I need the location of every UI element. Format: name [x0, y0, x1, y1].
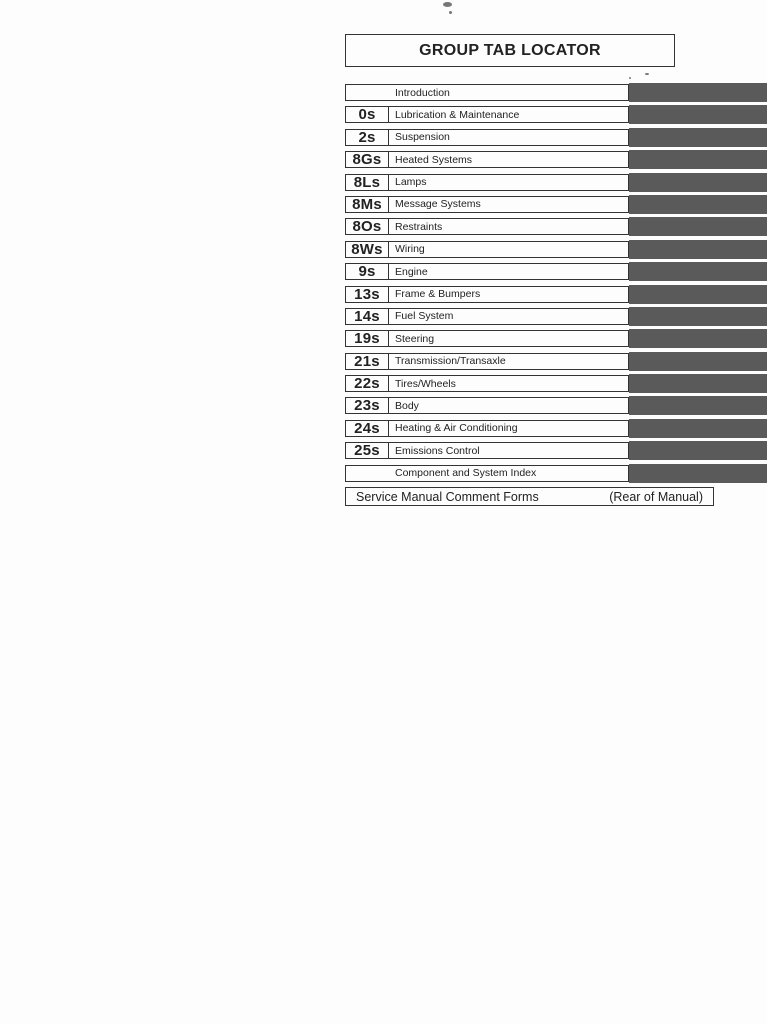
tab-label: Heating & Air Conditioning	[395, 422, 518, 435]
tab-label: Lubrication & Maintenance	[395, 108, 520, 121]
tab-row[interactable]	[345, 441, 767, 463]
tab-box[interactable]	[345, 442, 629, 459]
tab-box[interactable]	[345, 353, 629, 370]
tab-code: 8Ws	[346, 242, 389, 257]
tab-label: Restraints	[395, 220, 443, 233]
tab-edge-marker	[629, 419, 767, 438]
tab-label: Component and System Index	[395, 467, 537, 480]
tab-code: 13s	[346, 287, 389, 302]
tab-row[interactable]	[345, 240, 767, 262]
tab-edge-marker	[629, 396, 767, 415]
tab-code: 21s	[346, 354, 389, 369]
scan-speck	[629, 77, 631, 79]
comment-forms-label: Service Manual Comment Forms	[356, 489, 539, 504]
tab-row[interactable]	[345, 173, 767, 195]
tab-code: 0s	[346, 107, 389, 122]
tab-row[interactable]	[345, 128, 767, 150]
tab-code: 22s	[346, 376, 389, 391]
tab-edge-marker	[629, 329, 767, 348]
tab-code: 8Ms	[346, 197, 389, 212]
tab-edge-marker	[629, 262, 767, 281]
page-title: GROUP TAB LOCATOR	[345, 34, 675, 67]
tab-label: Engine	[395, 265, 428, 278]
tab-row[interactable]	[345, 195, 767, 217]
tab-edge-marker	[629, 285, 767, 304]
tab-code	[346, 466, 389, 481]
tab-box[interactable]	[345, 106, 629, 123]
tab-label: Message Systems	[395, 198, 481, 211]
tab-edge-marker	[629, 441, 767, 460]
tab-label: Introduction	[395, 86, 450, 99]
tab-label: Steering	[395, 332, 435, 345]
tab-box[interactable]	[345, 330, 629, 347]
tab-box[interactable]	[345, 375, 629, 392]
tab-box[interactable]	[345, 151, 629, 168]
tab-edge-marker	[629, 464, 767, 483]
tab-label: Transmission/Transaxle	[395, 355, 506, 368]
tab-edge-marker	[629, 217, 767, 236]
tab-label: Frame & Bumpers	[395, 288, 481, 301]
tab-box[interactable]	[345, 129, 629, 146]
tab-edge-marker	[629, 195, 767, 214]
tab-row[interactable]	[345, 217, 767, 239]
tab-label: Body	[395, 399, 419, 412]
comment-forms-location: (Rear of Manual)	[609, 489, 703, 504]
tab-code: 23s	[346, 398, 389, 413]
tab-box[interactable]	[345, 420, 629, 437]
tab-box[interactable]	[345, 218, 629, 235]
tab-row[interactable]	[345, 83, 767, 105]
tab-box[interactable]	[345, 84, 629, 101]
tab-code: 14s	[346, 309, 389, 324]
tab-edge-marker	[629, 352, 767, 371]
tab-label: Wiring	[395, 243, 425, 256]
tab-edge-marker	[629, 307, 767, 326]
tab-box[interactable]	[345, 286, 629, 303]
comment-forms-box	[345, 487, 714, 506]
tab-row[interactable]	[345, 307, 767, 329]
tab-code	[346, 85, 389, 100]
tab-label: Tires/Wheels	[395, 377, 456, 390]
tab-row[interactable]	[345, 464, 767, 486]
tab-label: Lamps	[395, 176, 427, 189]
tab-box[interactable]	[345, 174, 629, 191]
tab-row[interactable]	[345, 374, 767, 396]
tab-code: 8Gs	[346, 152, 389, 167]
tab-row[interactable]	[345, 105, 767, 127]
tab-box[interactable]	[345, 308, 629, 325]
tab-label: Fuel System	[395, 310, 454, 323]
tab-edge-marker	[629, 374, 767, 393]
tab-code: 19s	[346, 331, 389, 346]
tab-row[interactable]	[345, 150, 767, 172]
tab-edge-marker	[629, 105, 767, 124]
tab-box[interactable]	[345, 241, 629, 258]
tab-box[interactable]	[345, 263, 629, 280]
tab-row[interactable]	[345, 396, 767, 418]
tab-box[interactable]	[345, 196, 629, 213]
scan-speck	[449, 11, 452, 14]
tab-edge-marker	[629, 83, 767, 102]
tab-edge-marker	[629, 150, 767, 169]
tab-label: Suspension	[395, 131, 450, 144]
scan-speck	[443, 2, 452, 7]
tab-code: 24s	[346, 421, 389, 436]
tab-code: 25s	[346, 443, 389, 458]
tab-label: Heated Systems	[395, 153, 473, 166]
tab-edge-marker	[629, 173, 767, 192]
tab-box[interactable]	[345, 465, 629, 482]
tab-code: 9s	[346, 264, 389, 279]
tab-code: 2s	[346, 130, 389, 145]
scan-speck	[645, 73, 649, 75]
tab-box[interactable]	[345, 397, 629, 414]
tab-code: 8Ls	[346, 175, 389, 190]
tab-row[interactable]	[345, 352, 767, 374]
tab-code: 8Os	[346, 219, 389, 234]
tab-row[interactable]	[345, 329, 767, 351]
tab-list	[345, 83, 767, 486]
tab-label: Emissions Control	[395, 444, 480, 457]
tab-row[interactable]	[345, 285, 767, 307]
tab-row[interactable]	[345, 419, 767, 441]
tab-edge-marker	[629, 240, 767, 259]
tab-row[interactable]	[345, 262, 767, 284]
tab-edge-marker	[629, 128, 767, 147]
